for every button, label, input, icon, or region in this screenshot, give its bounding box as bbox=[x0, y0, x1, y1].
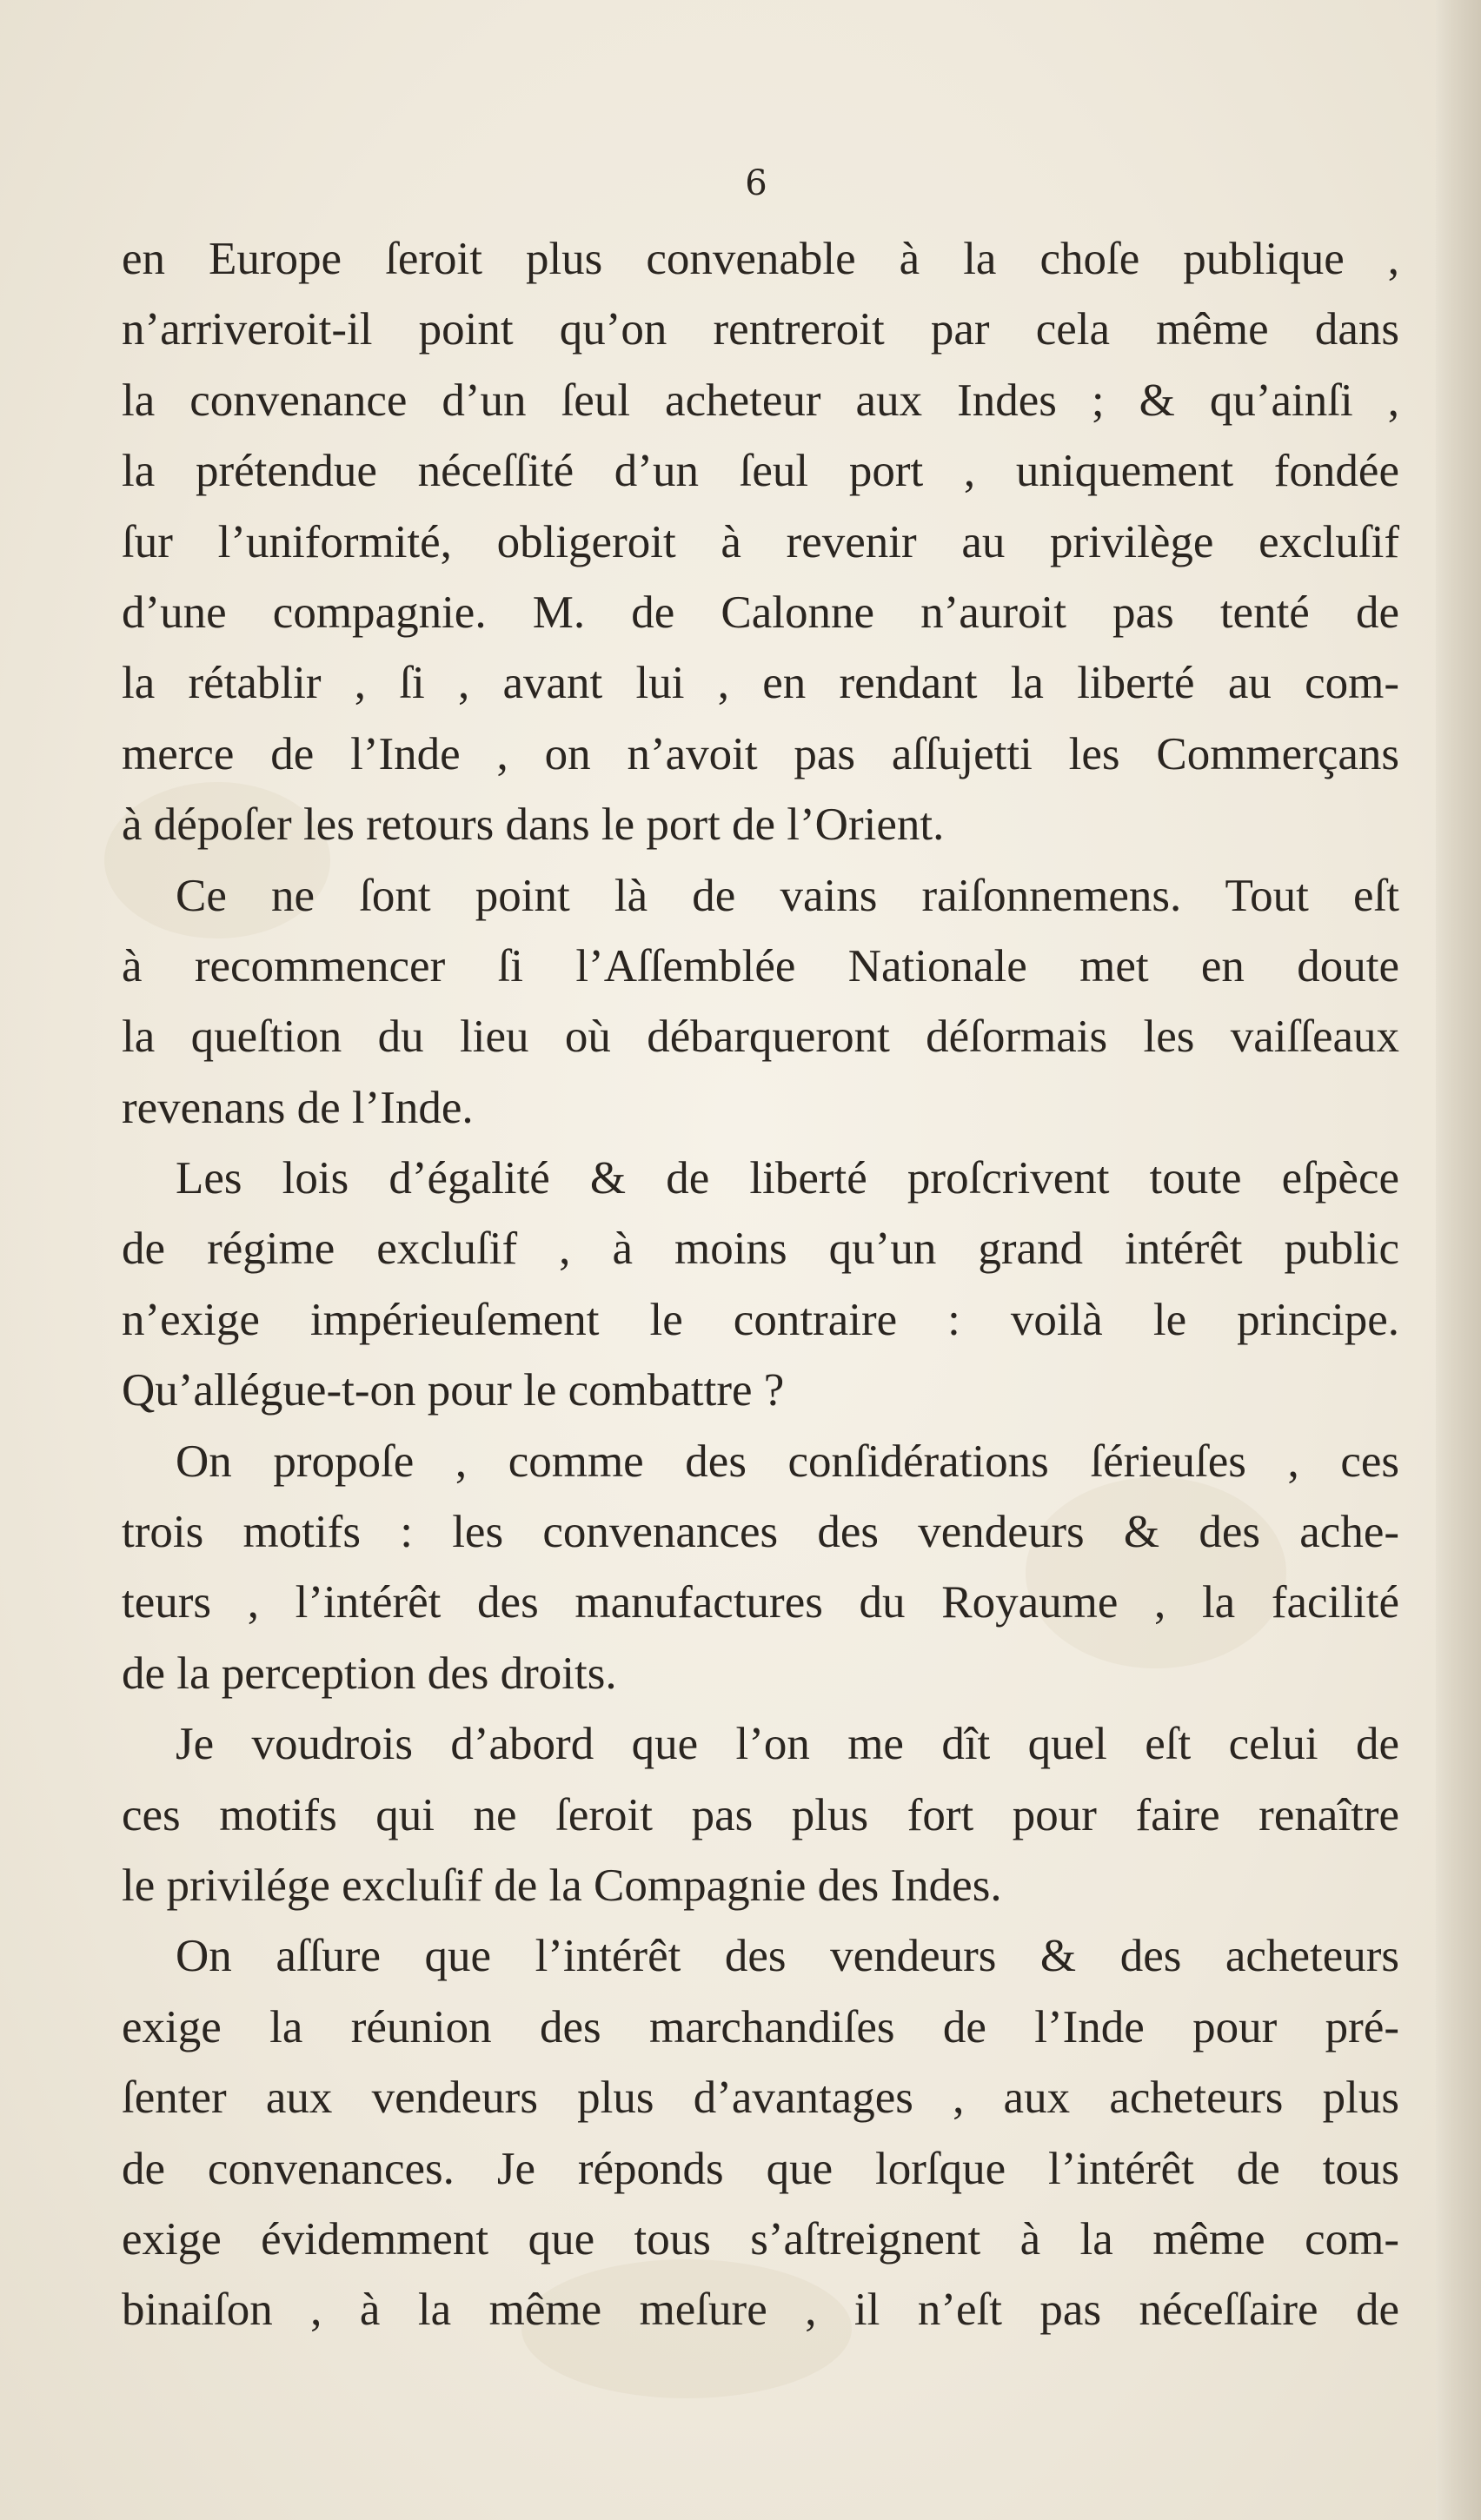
paragraph bbox=[122, 1709, 1399, 1921]
text-line: On aſſure que l’intérêt des vendeurs & des acheteurs bbox=[176, 1931, 1399, 1982]
text-line: revenans de l’Inde. bbox=[122, 1082, 474, 1133]
text-line: le privilége excluſif de la Compagnie des Indes. bbox=[122, 1860, 1002, 1911]
text-line: la convenance d’un ſeul acheteur aux Indes ; & qu’ainſi , bbox=[122, 375, 1399, 426]
text-line: la queſtion du lieu où débarqueront déſormais les vaiſſeaux bbox=[122, 1011, 1399, 1063]
text-line: Je voudrois d’abord que l’on me dît quel eſt celui de bbox=[176, 1719, 1399, 1770]
text-line: n’exige impérieuſement le contraire : voilà le principe. bbox=[122, 1294, 1399, 1345]
text-line: de convenances. Je réponds que lorſque l’intérêt de tous bbox=[122, 2143, 1399, 2194]
text-line: trois motifs : les convenances des vendeurs & des ache- bbox=[122, 1507, 1399, 1558]
text-line: ſenter aux vendeurs plus d’avantages , aux acheteurs plus bbox=[122, 2072, 1399, 2124]
paragraph bbox=[122, 1427, 1399, 1710]
text-line: On propoſe , comme des conſidérations ſérieuſes , ces bbox=[176, 1436, 1399, 1487]
text-line: à dépoſer les retours dans le port de l’Orient. bbox=[122, 799, 945, 851]
text-line: en Europe ſeroit plus convenable à la choſe publique , bbox=[122, 234, 1399, 284]
text-line: la prétendue néceſſité d’un ſeul port , uniquement fondée bbox=[122, 446, 1399, 497]
page-number: 6 bbox=[745, 163, 767, 203]
paragraph bbox=[122, 1921, 1399, 2345]
text-line: Les lois d’égalité & de liberté proſcrivent toute eſpèce bbox=[176, 1153, 1399, 1204]
text-line: la rétablir , ſi , avant lui , en rendant la liberté au com- bbox=[122, 658, 1399, 709]
paragraph bbox=[122, 861, 1399, 1144]
text-line: Ce ne ſont point là de vains raiſonnemens. Tout eſt bbox=[176, 870, 1399, 921]
text-line: merce de l’Inde , on n’avoit pas aſſujetti les Commerçans bbox=[122, 728, 1399, 779]
book-gutter bbox=[1436, 0, 1481, 2520]
text-line: de la perception des droits. bbox=[122, 1648, 617, 1699]
text-line: de régime excluſif , à moins qu’un grand intérêt public bbox=[122, 1224, 1399, 1275]
paragraph bbox=[122, 224, 1399, 861]
body-text bbox=[122, 224, 1399, 2346]
text-line: exige la réunion des marchandiſes de l’Inde pour pré- bbox=[122, 2001, 1399, 2052]
text-line: ces motifs qui ne ſeroit pas plus fort pour faire renaître bbox=[122, 1789, 1399, 1840]
text-line: teurs , l’intérêt des manufactures du Royaume , la facilité bbox=[122, 1577, 1399, 1628]
text-line: n’arriveroit-il point qu’on rentreroit par cela même dans bbox=[122, 304, 1399, 355]
text-line: exige évidemment que tous s’aſtreignent à la même com- bbox=[122, 2213, 1399, 2265]
text-line: ſur l’uniformité, obligeroit à revenir au privilège excluſif bbox=[122, 516, 1399, 567]
text-line: binaiſon , à la même meſure , il n’eſt pas néceſſaire de bbox=[122, 2285, 1399, 2336]
text-line: Qu’allégue-t-on pour le combattre ? bbox=[122, 1365, 785, 1416]
text-line: à recommencer ſi l’Aſſemblée Nationale met en doute bbox=[122, 940, 1399, 991]
text-line: d’une compagnie. M. de Calonne n’auroit pas tenté de bbox=[122, 587, 1399, 638]
paragraph bbox=[122, 1144, 1399, 1427]
